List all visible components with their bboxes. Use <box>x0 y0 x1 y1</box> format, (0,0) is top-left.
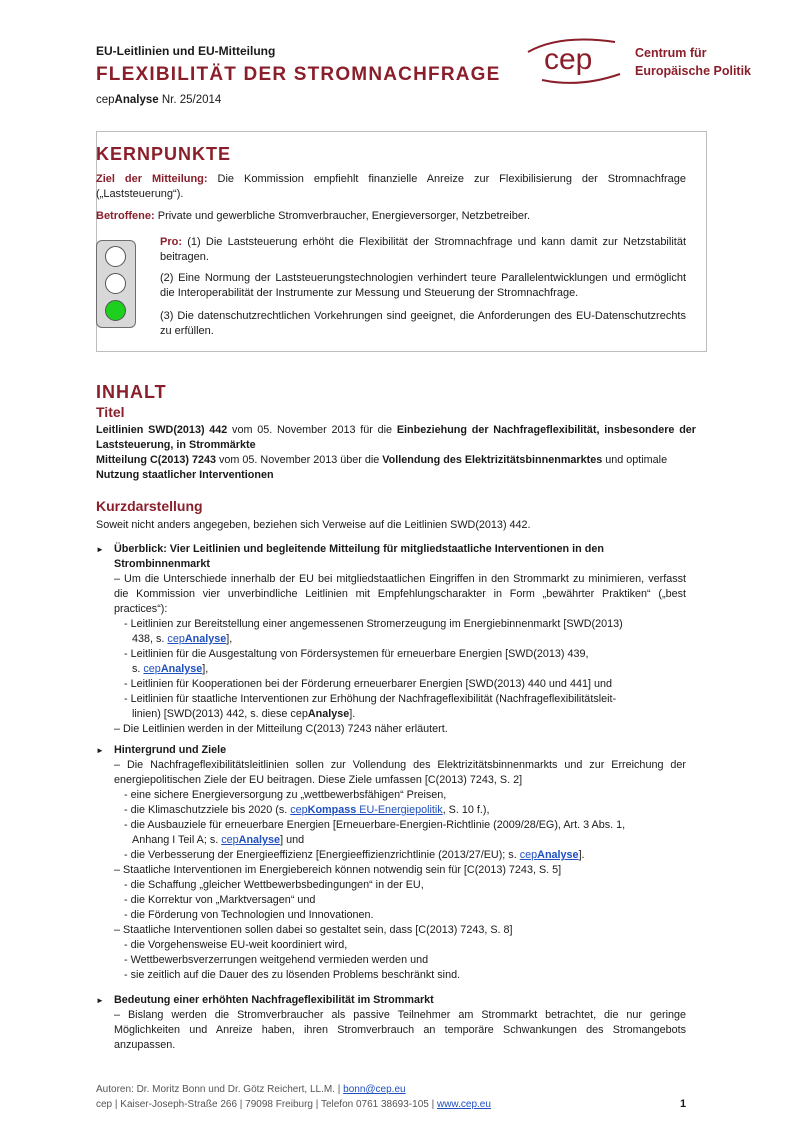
bullet-arrow-icon: ► <box>96 545 104 554</box>
section-1-item-3: - Leitlinien für Kooperationen bei der Förderung erneuerbarer Energien [SWD(2013) 440 und 441] und <box>124 678 612 690</box>
cep-analyse-link-2[interactable] <box>143 663 202 675</box>
footer-authors <box>96 1084 406 1095</box>
s2-l4b: Anhang I Teil A; s. <box>132 834 222 846</box>
s2-l3d: EU-Energiepolitik <box>356 804 443 816</box>
section-2-item-4 <box>124 848 585 863</box>
section-2-heading: Hintergrund und Ziele <box>114 744 227 756</box>
footer-address-text: cep | Kaiser-Joseph-Straße 266 | 79098 Freiburg | Telefon 0761 38693-105 | <box>96 1099 437 1110</box>
t1-a: Leitlinien SWD(2013) 442 <box>96 424 228 436</box>
section-2-intro: – Die Nachfrageflexibilitätsleitlinien sollen zur Vollendung des Elektrizitätsbinnenmarkts und zur Erreichung der energiepolitischen Ziele der EU beitragen. Diese Ziele umfassen [C(2013) 7243, S. 2] <box>114 759 686 786</box>
goal-label: Ziel der Mitteilung: <box>96 173 208 185</box>
section-2-item-9: - Wettbewerbsverzerrungen weitgehend vermieden werden und <box>124 954 429 966</box>
s1-l5c: Analyse <box>307 708 350 720</box>
pro-label: Pro: <box>160 236 182 248</box>
pro-1-text: (1) Die Laststeuerung erhöht die Flexibilität der Stromnachfrage und kann damit zur Netzstabilität beitragen. <box>160 236 686 263</box>
section-2-item-6: - die Korrektur von „Marktversagen“ und <box>124 894 316 906</box>
affected-text: Private und gewerbliche Stromverbraucher, Energieversorger, Netzbetreiber. <box>154 210 531 222</box>
goal-paragraph <box>96 172 686 202</box>
bullet-arrow-icon: ► <box>96 996 104 1005</box>
page-number: 1 <box>680 1098 687 1110</box>
t1-c: Einbeziehung der Nachfrageflexibilität, insbesondere der Laststeuerung, in Strommärkte <box>96 424 696 451</box>
cep-analyse-link-1[interactable] <box>167 633 226 645</box>
section-1-intro: – Um die Unterschiede innerhalb der EU bei mitgliedstaatlichen Eingriffen in den Strommarkt zu minimieren, verfasst die Kommission vier unverbindliche Leitlinien mit Empfehlungscharakter in Form „bewährter Praktiken“ („best practices“): <box>114 573 686 615</box>
section-2-design: – Staatliche Interventionen sollen dabei so gestaltet sein, dass [C(2013) 7243, S. 8] <box>114 924 513 936</box>
s2-l3b: cep <box>290 804 308 816</box>
author-email-link[interactable]: bonn@cep.eu <box>343 1084 406 1095</box>
title-communication <box>96 453 696 483</box>
bullet-arrow-icon: ► <box>96 746 104 755</box>
section-1-item-1b <box>132 632 232 647</box>
pro-paragraph-2: (2) Eine Normung der Laststeuerungstechnologien verhindert teure Parallelentwicklungen und ermöglicht die Interoperabilität der Instrumente zur Messung und Steuerung der Stromnachfrage. <box>160 272 686 299</box>
footer-address <box>96 1099 491 1110</box>
s1-l3d: Analyse <box>160 663 203 675</box>
issue-rest: Nr. 25/2014 <box>158 94 222 106</box>
footer-authors-text: Autoren: Dr. Moritz Bonn und Dr. Götz Reichert, LL.M. | <box>96 1084 344 1095</box>
traffic-light-middle <box>105 273 126 294</box>
pro-paragraph-1 <box>160 235 686 265</box>
t2-e: Nutzung staatlicher Interventionen <box>96 469 274 481</box>
t1-b: vom 05. November 2013 für die <box>227 424 397 436</box>
section-2-item-7: - die Förderung von Technologien und Innovationen. <box>124 909 374 921</box>
s2-l3c: Kompass <box>307 804 357 816</box>
section-3-heading: Bedeutung einer erhöhten Nachfrageflexibilität im Strommarkt <box>114 994 434 1006</box>
s1-l2b: 438, s. <box>132 633 168 645</box>
s1-l2e: ], <box>226 633 233 645</box>
section-2-item-10: - sie zeitlich auf die Dauer des zu lösenden Problems beschränkt sind. <box>124 969 461 981</box>
cep-analyse-link-3[interactable] <box>221 834 280 846</box>
pro-paragraph-3: (3) Die datenschutzrechtlichen Vorkehrungen sind geeignet, die Anforderungen des EU-Datenschutzrechts zu erfüllen. <box>160 310 686 337</box>
section-2-item-2 <box>124 803 490 818</box>
goal-text: Die Kommission empfiehlt finanzielle Anreize zur Flexibilisierung der Stromnachfrage („Laststeuerung“). <box>96 173 686 200</box>
s2-l3a: - die Klimaschutzziele bis 2020 (s. <box>124 804 291 816</box>
traffic-light-icon <box>96 240 136 328</box>
logo-text <box>635 44 751 80</box>
s2-l4e: ] und <box>280 834 305 846</box>
traffic-light-bottom <box>105 300 126 321</box>
section-2-interventions: – Staatliche Interventionen im Energiebereich können notwendig sein für [C(2013) 7243, S. 5] <box>114 864 562 876</box>
logo-line-1: Centrum für <box>635 46 707 60</box>
section-1-item-4b <box>132 707 355 722</box>
titel-heading: Titel <box>96 404 125 420</box>
t2-b: vom 05. November 2013 über die <box>216 454 383 466</box>
traffic-light-top <box>105 246 126 267</box>
s2-l3e: , S. 10 f.), <box>442 804 490 816</box>
issue-number <box>96 94 221 106</box>
kurzdarstellung-note: Soweit nicht anders angegeben, beziehen sich Verweise auf die Leitlinien SWD(2013) 442. <box>96 519 531 531</box>
affected-paragraph <box>96 209 686 224</box>
logo-line-2: Europäische Politik <box>635 64 752 78</box>
s2-l5c: Analyse <box>537 849 579 861</box>
section-3-text: – Bislang werden die Stromverbraucher als passive Teilnehmer am Strommarkt betrachtet, die nur geringe Möglichkeiten und Anreize haben, ihren Stromverbrauch an temporäre Schwankungen des Stromangebots anzupassen. <box>114 1009 686 1051</box>
s1-l3c: cep <box>143 663 161 675</box>
affected-label: Betroffene: <box>96 210 155 222</box>
section-1-closing: – Die Leitlinien werden in der Mitteilung C(2013) 7243 näher erläutert. <box>114 723 448 735</box>
t2-d: und optimale <box>602 454 668 466</box>
cep-kompass-link[interactable] <box>290 804 442 816</box>
t2-c: Vollendung des Elektrizitätsbinnenmarktes <box>382 454 603 466</box>
document-series: EU-Leitlinien und EU-Mitteilung <box>96 44 276 58</box>
issue-prefix: cep <box>96 94 115 106</box>
inhalt-heading: INHALT <box>96 382 167 402</box>
section-2-item-3b <box>132 833 304 848</box>
s2-l5b: cep <box>519 849 538 861</box>
section-1-item-1a: - Leitlinien zur Bereitstellung einer angemessenen Stromerzeugung im Energiebinnenmarkt [SWD(2013) <box>124 618 623 630</box>
section-2-item-8: - die Vorgehensweise EU-weit koordiniert wird, <box>124 939 348 951</box>
issue-bold: Analyse <box>114 94 159 106</box>
s2-l4c: cep <box>221 834 239 846</box>
t2-a: Mitteilung C(2013) 7243 <box>96 454 216 466</box>
section-2-item-5: - die Schaffung „gleicher Wettbewerbsbedingungen“ in der EU, <box>124 879 424 891</box>
title-guideline <box>96 423 696 453</box>
s1-l3b: s. <box>132 663 144 675</box>
kernpunkte-heading: KERNPUNKTE <box>96 144 232 164</box>
s1-l5b: linien) [SWD(2013) 442, s. diese cep <box>132 708 308 720</box>
s2-l4d: Analyse <box>238 834 281 846</box>
logo-word: cep <box>544 43 593 76</box>
s1-l3e: ], <box>202 663 209 675</box>
section-2-item-3a: - die Ausbauziele für erneuerbare Energien [Erneuerbare-Energien-Richtlinie (2009/28/EG), Art. 3 Abs. 1, <box>124 819 626 831</box>
section-1-heading-2: Strombinnenmarkt <box>114 558 210 570</box>
s1-l2c: cep <box>167 633 185 645</box>
website-link[interactable]: www.cep.eu <box>436 1099 491 1110</box>
s2-l5d: ]. <box>578 849 585 861</box>
section-2-item-1: - eine sichere Energieversorgung zu „wettbewerbsfähigen“ Preisen, <box>124 789 447 801</box>
section-1-item-2b <box>132 662 208 677</box>
s2-l5a: - die Verbesserung der Energieeffizienz [Energieeffizienzrichtlinie (2013/27/EU); s. <box>124 849 520 861</box>
section-1-item-4a: - Leitlinien für staatliche Interventionen zur Erhöhung der Nachfrageflexibilität (Nachfrageflexibilitätsleit- <box>124 693 617 705</box>
section-1-item-2a: - Leitlinien für die Ausgestaltung von Fördersystemen für erneuerbare Energien [SWD(2013) 439, <box>124 648 589 660</box>
section-1-heading-1: Überblick: Vier Leitlinien und begleitende Mitteilung für mitgliedstaatliche Interventionen in den <box>114 543 604 555</box>
cep-analyse-link-4[interactable] <box>520 849 579 861</box>
s1-l2d: Analyse <box>184 633 227 645</box>
kurzdarstellung-heading: Kurzdarstellung <box>96 498 203 514</box>
document-title: FLEXIBILITÄT DER STROMNACHFRAGE <box>96 64 501 85</box>
s1-l5d: ]. <box>349 708 356 720</box>
